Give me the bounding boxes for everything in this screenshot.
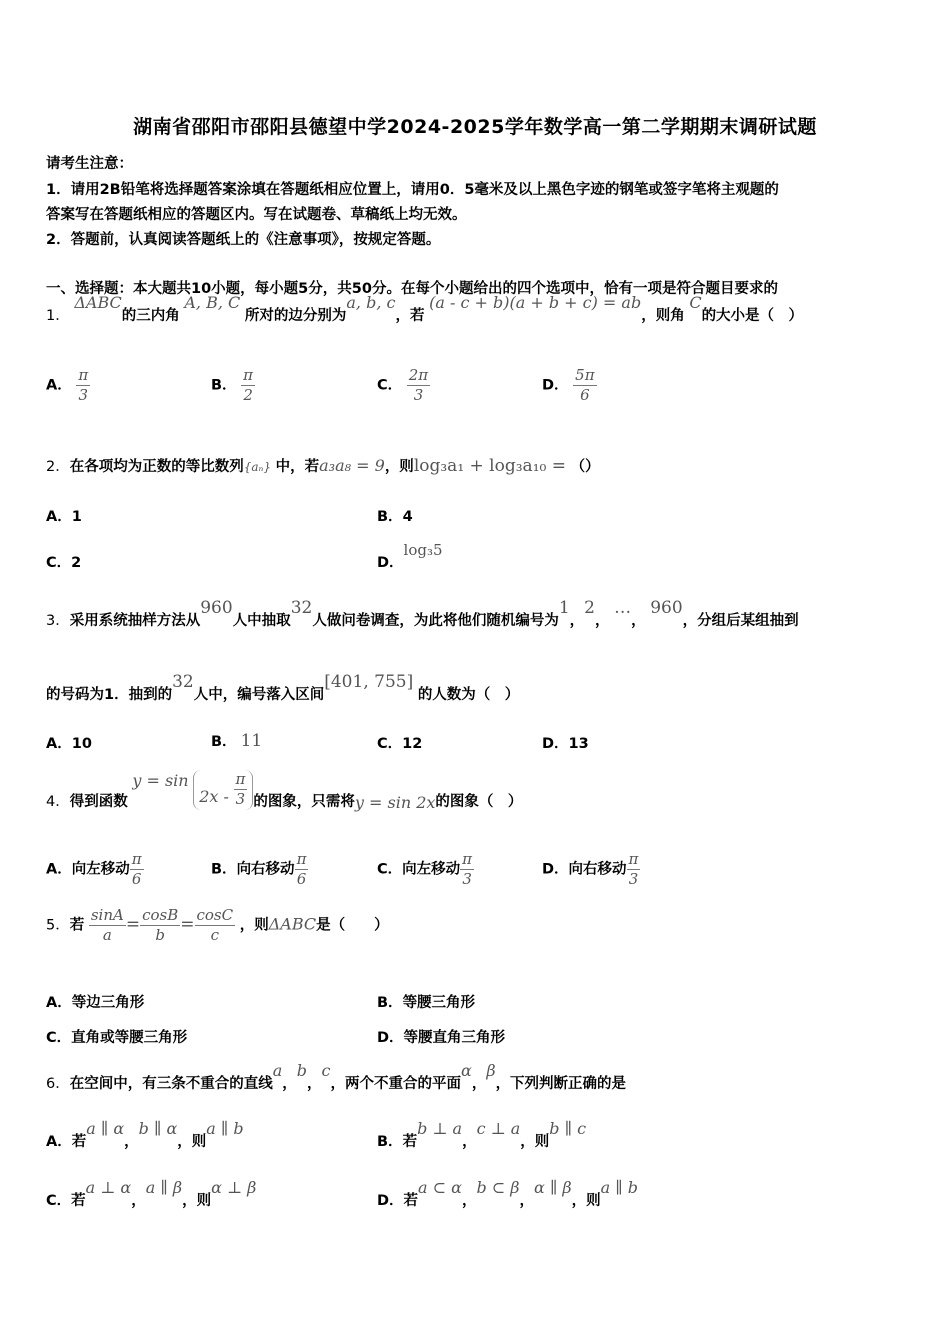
option-label: A． bbox=[46, 861, 72, 878]
q4-option-c[interactable] bbox=[377, 850, 474, 889]
notice-heading: 请考生注意： bbox=[46, 156, 133, 172]
notice-item-1b: 答案写在答题纸相应的答题区内。写在试题卷、草稿纸上均无效。 bbox=[46, 207, 467, 223]
section-heading: 一、选择题：本大题共10小题，每小题5分，共50分。在每个小题给出的四个选项中，恰有一项是符合题目要求的 bbox=[46, 281, 778, 297]
q6-math: c bbox=[321, 1061, 331, 1080]
q2-text: 在各项均为正数的等比数列 bbox=[69, 459, 244, 475]
q6-text: ，两个不重合的平面 bbox=[330, 1076, 461, 1092]
frac-num: sinA bbox=[90, 906, 124, 924]
q1-math: (a - c + b)(a + b + c) = ab bbox=[429, 293, 642, 312]
q4-math: y = sin bbox=[132, 771, 189, 790]
question-4 bbox=[46, 770, 522, 810]
option-text: 若 bbox=[71, 1134, 87, 1150]
q5-fraction bbox=[140, 906, 180, 945]
option-math: a ∥ α bbox=[86, 1119, 125, 1138]
option-text: ，则 bbox=[571, 1193, 601, 1209]
option-math: a ∥ b bbox=[206, 1119, 244, 1138]
q6-text: ， bbox=[307, 1076, 322, 1092]
question-5 bbox=[46, 906, 389, 945]
q2-math: {aₙ} bbox=[243, 460, 272, 474]
frac-num: π bbox=[235, 770, 246, 788]
q1-text: ，若 bbox=[395, 308, 425, 324]
q1-math: ΔABC bbox=[74, 293, 122, 312]
q2-number: 2． bbox=[46, 459, 70, 475]
option-label: C． bbox=[46, 1030, 72, 1046]
q1-math: C bbox=[689, 293, 702, 312]
q3-math: [401, 755] bbox=[324, 672, 414, 692]
frac-den: 3 bbox=[78, 386, 89, 404]
q6-text: ，下列判断正确的是 bbox=[495, 1076, 627, 1092]
q6-text: 在空间中，有三条不重合的直线 bbox=[69, 1076, 273, 1092]
q3-math: 2 bbox=[584, 598, 595, 618]
option-label: D． bbox=[377, 1030, 404, 1046]
question-3-cont bbox=[46, 672, 520, 704]
q2-text: 中，若 bbox=[275, 459, 320, 475]
option-label: A． bbox=[46, 509, 72, 525]
q3-math: 960 bbox=[650, 598, 683, 618]
q5-math: ΔABC bbox=[268, 914, 317, 934]
option-label: B． bbox=[377, 1134, 403, 1150]
option-fraction bbox=[241, 366, 255, 405]
q4-option-b[interactable] bbox=[211, 850, 308, 889]
option-value: 1 bbox=[71, 509, 82, 525]
q5-text: 若 bbox=[69, 917, 85, 934]
option-math: c ⊥ a bbox=[476, 1119, 521, 1138]
notice-item-2: 2．答题前，认真阅读答题纸上的《注意事项》，按规定答题。 bbox=[46, 232, 441, 248]
option-math: b ∥ α bbox=[138, 1119, 178, 1138]
q3-text: 人中，编号落入区间 bbox=[193, 687, 325, 703]
frac-den: 3 bbox=[462, 870, 472, 888]
option-fraction bbox=[130, 850, 144, 889]
q6-math: β bbox=[486, 1061, 496, 1080]
q2-option-c[interactable] bbox=[46, 551, 81, 572]
frac-den: 3 bbox=[413, 386, 424, 404]
q5-number: 5． bbox=[46, 917, 70, 934]
option-math: α ∥ β bbox=[534, 1178, 572, 1197]
q2-option-b[interactable] bbox=[377, 505, 413, 526]
option-label: D． bbox=[542, 736, 569, 752]
q1-option-c[interactable] bbox=[377, 366, 430, 405]
q5-math: = bbox=[180, 914, 195, 935]
q3-math: 32 bbox=[172, 672, 194, 692]
option-label: A． bbox=[46, 995, 72, 1011]
q5-math: = bbox=[125, 914, 141, 935]
frac-den: 6 bbox=[580, 386, 590, 404]
frac-num: π bbox=[78, 366, 89, 384]
frac-den: 3 bbox=[628, 870, 639, 888]
option-text: ， bbox=[124, 1134, 139, 1150]
q2-math: log₃a₁ + log₃a₁₀ = bbox=[413, 456, 566, 476]
q5-text: 是（ ） bbox=[316, 917, 389, 934]
q1-text: 所对的边分别为 bbox=[244, 308, 347, 324]
q2-text: （） bbox=[570, 459, 600, 475]
option-text: ， bbox=[461, 1193, 477, 1209]
frac-den: 3 bbox=[235, 790, 246, 808]
option-value: 4 bbox=[402, 509, 413, 525]
frac-den: 6 bbox=[131, 870, 142, 888]
frac-den: 6 bbox=[296, 870, 307, 888]
q5-option-a[interactable] bbox=[46, 991, 144, 1012]
q5-fraction bbox=[195, 906, 236, 945]
option-value: 12 bbox=[402, 736, 423, 752]
q3-text: ， bbox=[594, 613, 610, 629]
frac-num: cosC bbox=[196, 906, 234, 924]
question-6 bbox=[46, 1061, 627, 1093]
option-text: ， bbox=[462, 1134, 477, 1150]
frac-num: π bbox=[243, 366, 254, 384]
option-text: 向右移动 bbox=[568, 861, 627, 878]
option-fraction bbox=[460, 850, 474, 889]
frac-num: π bbox=[628, 850, 639, 868]
option-label: D． bbox=[377, 1193, 404, 1209]
option-fraction bbox=[407, 366, 430, 405]
q3-math: 32 bbox=[290, 598, 313, 618]
q1-text: 的三内角 bbox=[121, 308, 180, 324]
q6-math: a bbox=[272, 1061, 283, 1080]
option-label: C． bbox=[377, 377, 403, 394]
option-label: C． bbox=[377, 861, 403, 878]
option-math: b ∥ c bbox=[549, 1119, 587, 1138]
q4-number: 4． bbox=[46, 794, 70, 810]
option-math: a ⊂ α bbox=[418, 1178, 462, 1197]
q3-option-d[interactable] bbox=[542, 732, 589, 753]
q4-option-d[interactable] bbox=[542, 850, 640, 889]
q6-math: b bbox=[296, 1061, 308, 1080]
q5-fraction bbox=[89, 906, 126, 945]
q4-math: y = sin 2x bbox=[354, 793, 436, 812]
frac-den: c bbox=[210, 926, 219, 944]
question-1 bbox=[46, 293, 804, 325]
option-math: a ∥ b bbox=[600, 1178, 639, 1197]
frac-num: π bbox=[462, 850, 473, 868]
q1-option-b[interactable] bbox=[211, 366, 255, 405]
option-text: 向右移动 bbox=[236, 861, 295, 878]
q5-option-c[interactable] bbox=[46, 1026, 187, 1047]
q3-text: ， bbox=[569, 613, 585, 629]
q5-text: ，则 bbox=[239, 917, 269, 934]
option-text: 向左移动 bbox=[71, 861, 130, 878]
q6-option-a[interactable] bbox=[46, 1119, 244, 1151]
q4-math: 2x - bbox=[199, 786, 229, 806]
q3-math: 960 bbox=[200, 598, 233, 618]
q4-text: 的图象，只需将 bbox=[253, 794, 355, 810]
q6-option-d[interactable] bbox=[377, 1178, 639, 1210]
q3-text: 人中抽取 bbox=[232, 613, 291, 629]
frac-num: cosB bbox=[142, 906, 179, 924]
q2-math: a₃a₈ = 9 bbox=[319, 456, 385, 475]
option-fraction bbox=[76, 366, 90, 405]
q3-option-a[interactable] bbox=[46, 732, 92, 753]
frac-den: b bbox=[155, 926, 165, 944]
option-text: ， bbox=[131, 1193, 146, 1209]
q6-number: 6． bbox=[46, 1076, 70, 1092]
option-label: C． bbox=[46, 1193, 72, 1209]
option-text: ， bbox=[519, 1193, 535, 1209]
q6-option-b[interactable] bbox=[377, 1119, 587, 1151]
q3-text: 人做问卷调查，为此将他们随机编号为 bbox=[312, 613, 559, 629]
option-math: α ⊥ β bbox=[211, 1178, 257, 1197]
q1-option-d[interactable] bbox=[542, 366, 597, 405]
q1-text: 的大小是（ ） bbox=[701, 308, 804, 324]
option-label: B． bbox=[211, 734, 237, 750]
q3-text: 的人数为（ ） bbox=[417, 687, 520, 703]
option-label: A． bbox=[46, 377, 72, 394]
q3-text: 采用系统抽样方法从 bbox=[69, 613, 201, 629]
option-value: log₃5 bbox=[403, 541, 443, 559]
q1-text: ，则角 bbox=[641, 308, 685, 324]
option-math: a ∥ β bbox=[145, 1178, 183, 1197]
frac-num: π bbox=[296, 850, 307, 868]
frac-num: 5π bbox=[575, 366, 595, 384]
q3-math: … bbox=[614, 598, 632, 618]
question-2 bbox=[46, 455, 600, 476]
option-value: 13 bbox=[568, 736, 589, 752]
option-math: b ⊥ a bbox=[417, 1119, 463, 1138]
option-label: B． bbox=[211, 377, 237, 394]
option-label: B． bbox=[377, 995, 403, 1011]
q4-text: 的图象（ ） bbox=[435, 794, 523, 810]
option-text: ，则 bbox=[177, 1134, 207, 1150]
q2-option-d[interactable] bbox=[377, 541, 443, 572]
exam-title: 湖南省邵阳市邵阳县德望中学2024-2025学年数学高一第二学期期末调研试题 bbox=[133, 116, 817, 138]
option-fraction bbox=[295, 850, 309, 889]
q5-option-b[interactable] bbox=[377, 991, 475, 1012]
q4-paren bbox=[193, 770, 253, 810]
option-text: 直角或等腰三角形 bbox=[71, 1030, 188, 1046]
q6-math: α bbox=[461, 1061, 472, 1080]
frac-num: π bbox=[131, 850, 142, 868]
option-text: 若 bbox=[402, 1134, 418, 1150]
frac-den: 2 bbox=[243, 386, 253, 404]
option-text: 等腰三角形 bbox=[402, 995, 476, 1011]
q1-math: a, b, c bbox=[346, 293, 396, 312]
option-value: 10 bbox=[71, 736, 92, 752]
option-label: B． bbox=[211, 861, 237, 878]
q1-number: 1． bbox=[46, 308, 70, 324]
q1-option-a[interactable] bbox=[46, 366, 90, 405]
q3-option-b[interactable] bbox=[211, 730, 262, 751]
q3-text: ，分组后某组抽到 bbox=[682, 613, 799, 629]
q2-option-a[interactable] bbox=[46, 505, 82, 526]
frac-den: a bbox=[102, 926, 112, 944]
option-text: 若 bbox=[71, 1193, 86, 1209]
option-value: 11 bbox=[240, 731, 263, 751]
q4-fraction bbox=[234, 770, 248, 809]
option-value: 2 bbox=[71, 555, 82, 571]
option-label: C． bbox=[46, 555, 72, 571]
option-label: A． bbox=[46, 736, 72, 752]
option-text: 若 bbox=[403, 1193, 419, 1209]
q4-text: 得到函数 bbox=[69, 794, 128, 810]
q6-text: ， bbox=[282, 1076, 297, 1092]
q3-text: ， bbox=[631, 613, 646, 629]
option-math: b ⊂ β bbox=[476, 1178, 520, 1197]
q3-text: 的号码为1．抽到的 bbox=[46, 687, 173, 703]
q6-text: ， bbox=[471, 1076, 487, 1092]
notice-item-1a: 1．请用2B铅笔将选择题答案涂填在答题纸相应位置上，请用0．5毫米及以上黑色字迹的钢笔或签字笔将主观题的 bbox=[46, 182, 779, 198]
option-text: ，则 bbox=[520, 1134, 550, 1150]
q2-text: ，则 bbox=[384, 459, 414, 475]
option-text: 向左移动 bbox=[402, 861, 461, 878]
frac-num: 2π bbox=[408, 366, 429, 384]
q3-option-c[interactable] bbox=[377, 732, 422, 753]
option-label: C． bbox=[377, 736, 403, 752]
option-fraction bbox=[627, 850, 641, 889]
option-label: D． bbox=[542, 377, 569, 394]
option-label: B． bbox=[377, 509, 403, 525]
question-3 bbox=[46, 598, 799, 630]
q4-option-a[interactable] bbox=[46, 850, 144, 889]
option-text: ，则 bbox=[182, 1193, 212, 1209]
q1-math: A, B, C bbox=[184, 293, 241, 312]
option-label: D． bbox=[542, 861, 569, 878]
q3-math: 1 bbox=[558, 598, 570, 618]
option-text: 等腰直角三角形 bbox=[403, 1030, 506, 1046]
q5-option-d[interactable] bbox=[377, 1026, 505, 1047]
q3-number: 3． bbox=[46, 613, 70, 629]
option-label: A． bbox=[46, 1134, 72, 1150]
option-label: D． bbox=[377, 555, 404, 571]
option-text: 等边三角形 bbox=[71, 995, 145, 1011]
option-math: a ⊥ α bbox=[85, 1178, 132, 1197]
option-fraction bbox=[573, 366, 596, 405]
q6-option-c[interactable] bbox=[46, 1178, 257, 1210]
